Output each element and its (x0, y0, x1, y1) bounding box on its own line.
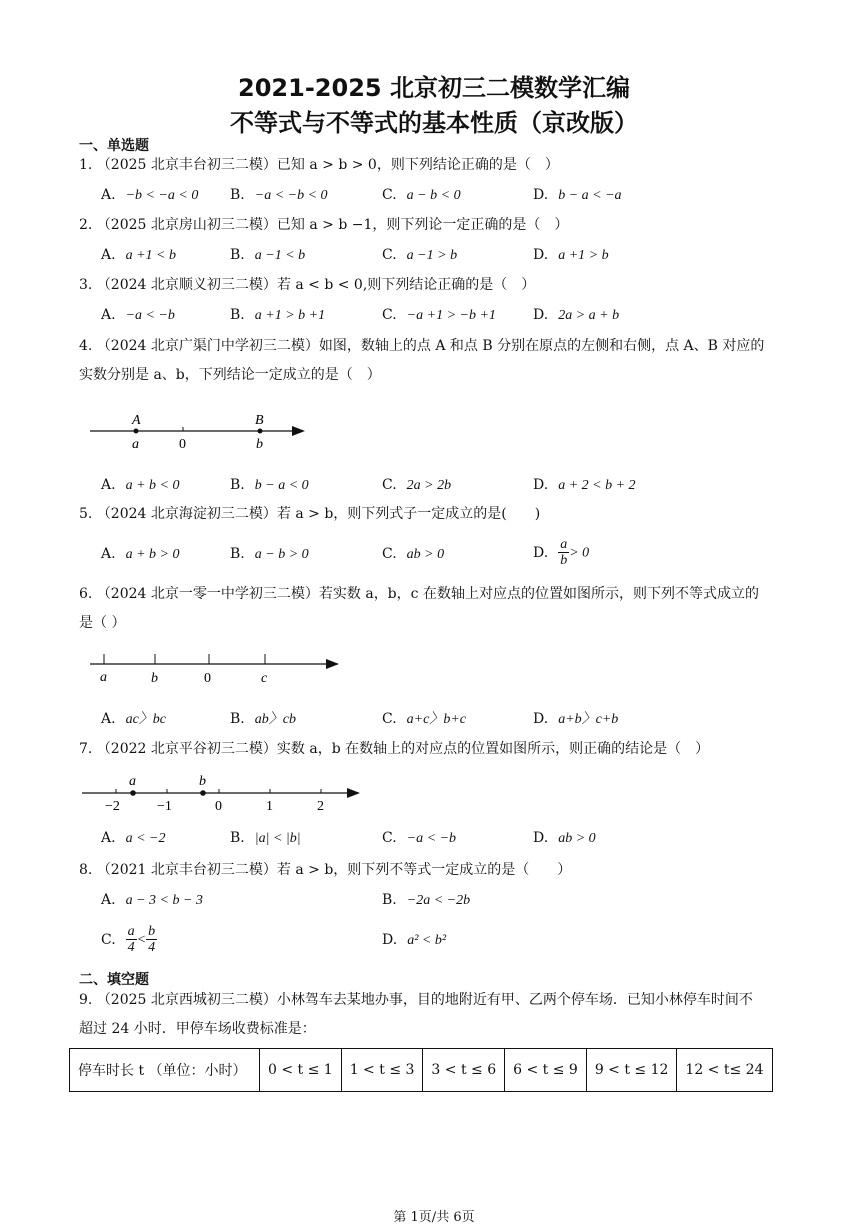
question-stem: （2024 北京海淀初三二模）若 a > b，则下列式子一定成立的是( ) (96, 506, 541, 522)
question-stem: （2022 北京平谷初三二模）实数 a，b 在数轴上的对应点的位置如图所示，则正确的结论是（ ） (96, 741, 710, 757)
q1-option-a: A. −b < −a < 0 (101, 187, 199, 203)
question-number: 5. (79, 506, 93, 522)
label-a: a (100, 670, 107, 685)
q4-number-line (85, 405, 315, 455)
tick-label-1: 1 (266, 799, 273, 814)
q4-option-b: B. b − a < 0 (230, 477, 309, 493)
fraction-a-over-4: $\frac{a}{4}$ (127, 924, 135, 955)
point-b (200, 790, 206, 796)
q7-option-d: D. ab > 0 (533, 830, 596, 846)
q4-option-a: A. a + b < 0 (101, 477, 180, 493)
fraction-b-over-4: $\frac{b}{4}$ (148, 924, 156, 955)
question-5 (79, 505, 540, 523)
q8-option-c: C. $\frac{a}{4}$ < $\frac{b}{4}$ (101, 924, 156, 955)
table-cell: 停车时长 t （单位：小时） (70, 1049, 260, 1092)
section-heading-fill-in: 二、填空题 (79, 972, 149, 988)
q2-option-a: A. a +1 < b (101, 247, 176, 263)
q2-option-c: C. a −1 > b (382, 247, 458, 263)
question-stem: （2024 北京广渠门中学初三二模）如图，数轴上的点 A 和点 B 分别在原点的左侧和右侧，点 A、B 对应的 (96, 338, 765, 354)
q5-option-d: D. $\frac{a}{b}$ > 0 (533, 537, 590, 568)
label-b: b (256, 437, 263, 452)
point-a (130, 790, 136, 796)
question-2 (79, 216, 568, 234)
question-number: 3. (79, 277, 93, 293)
question-9 (79, 991, 753, 1009)
table-cell: 1 < t ≤ 3 (341, 1049, 423, 1092)
question-1 (79, 156, 559, 174)
point-a (134, 429, 139, 434)
table-cell: 12 < t≤ 24 (677, 1049, 772, 1092)
table-cell: 9 < t ≤ 12 (586, 1049, 677, 1092)
label-point-B: B (255, 413, 264, 428)
q6-option-c: C. a+c〉b+c (382, 711, 466, 727)
q2-option-b: B. a −1 < b (230, 247, 306, 263)
q3-option-d: D. 2a > a + b (533, 307, 620, 323)
q5-option-a: A. a + b > 0 (101, 546, 180, 562)
label-b: b (151, 671, 158, 686)
q5-option-c: C. ab > 0 (382, 546, 445, 562)
q7-option-b: B. |a| < |b| (230, 830, 301, 846)
q1-option-d: D. b − a < −a (533, 187, 622, 203)
table-row (70, 1049, 773, 1092)
page-number-footer: 第 1页/共 6页 (393, 1210, 475, 1225)
q4-option-d: D. a + 2 < b + 2 (533, 477, 636, 493)
table-cell: 0 < t ≤ 1 (260, 1049, 342, 1092)
question-6 (79, 585, 759, 603)
question-number: 9. (79, 992, 93, 1008)
q4-option-c: C. 2a > 2b (382, 477, 452, 493)
q8-option-d: D. a² < b² (382, 932, 447, 948)
question-4-continued: 实数分别是 a、b，下列结论一定成立的是（ ） (79, 367, 381, 383)
question-6-continued: 是（ ） (79, 615, 126, 631)
question-4 (79, 337, 764, 355)
q3-option-c: C. −a +1 > −b +1 (382, 307, 496, 323)
axis-arrow (292, 426, 305, 436)
tick-label-minus-2: −2 (105, 799, 120, 814)
tick-label-2: 2 (317, 799, 324, 814)
tick-label-zero: 0 (215, 799, 222, 814)
question-number: 2. (79, 217, 93, 233)
doc-title-line1: 2021-2025 北京初三二模数学汇编 (238, 74, 630, 102)
axis-arrow (347, 788, 360, 798)
question-3 (79, 276, 535, 294)
label-zero: 0 (204, 671, 211, 686)
q7-option-c: C. −a < −b (382, 830, 457, 846)
label-b: b (199, 774, 206, 789)
label-zero: 0 (179, 437, 186, 452)
question-stem: （2025 北京西城初三二模）小林驾车去某地办事，目的地附近有甲、乙两个停车场．已知小林停车时间不 (96, 992, 753, 1008)
q6-option-a: A. ac〉bc (101, 711, 166, 727)
question-stem: （2025 北京丰台初三二模）已知 a > b > 0，则下列结论正确的是（ ） (96, 157, 559, 173)
table-cell: 6 < t ≤ 9 (505, 1049, 587, 1092)
question-number: 4. (79, 338, 93, 354)
q3-option-b: B. a +1 > b +1 (230, 307, 326, 323)
label-point-A: A (132, 413, 141, 428)
tick-label-minus-1: −1 (157, 799, 172, 814)
q1-option-b: B. −a < −b < 0 (230, 187, 328, 203)
question-number: 8. (79, 862, 93, 878)
q6-option-b: B. ab〉cb (230, 711, 296, 727)
label-a: a (132, 437, 139, 452)
question-9-continued: 超过 24 小时．甲停车场收费标准是： (79, 1021, 316, 1037)
fraction-a-over-b: $\frac{a}{b}$ (560, 537, 568, 568)
question-stem: （2021 北京丰台初三二模）若 a > b，则下列不等式一定成立的是（ ） (96, 862, 572, 878)
q1-option-c: C. a − b < 0 (382, 187, 461, 203)
q2-option-d: D. a +1 > b (533, 247, 609, 263)
table-cell: 3 < t ≤ 6 (423, 1049, 505, 1092)
q5-option-b: B. a − b > 0 (230, 546, 309, 562)
section-heading-single-choice: 一、单选题 (79, 138, 149, 154)
question-stem: （2025 北京房山初三二模）已知 a > b −1，则下列论一定正确的是（ ） (96, 217, 569, 233)
question-stem: （2024 北京顺义初三二模）若 a < b < 0,则下列结论正确的是（ ） (96, 277, 536, 293)
q6-number-line (85, 648, 345, 688)
label-a: a (129, 774, 136, 789)
label-c: c (261, 671, 268, 686)
axis-arrow (326, 659, 339, 669)
question-stem: （2024 北京一零一中学初三二模）若实数 a，b，c 在数轴上对应点的位置如图所示，则下列不等式成立的 (96, 586, 759, 602)
doc-title-line2: 不等式与不等式的基本性质（京改版） (230, 109, 638, 137)
q8-option-a: A. a − 3 < b − 3 (101, 892, 203, 908)
question-number: 7. (79, 741, 93, 757)
q7-option-a: A. a < −2 (101, 830, 166, 846)
question-number: 1. (79, 157, 93, 173)
q6-option-d: D. a+b〉c+b (533, 711, 619, 727)
q3-option-a: A. −a < −b (101, 307, 175, 323)
q8-option-b: B. −2a < −2b (382, 892, 471, 908)
question-number: 6. (79, 586, 93, 602)
q7-number-line (80, 770, 370, 818)
question-7 (79, 740, 709, 758)
question-8 (79, 861, 571, 879)
point-b (258, 429, 263, 434)
parking-fee-table (69, 1048, 773, 1092)
